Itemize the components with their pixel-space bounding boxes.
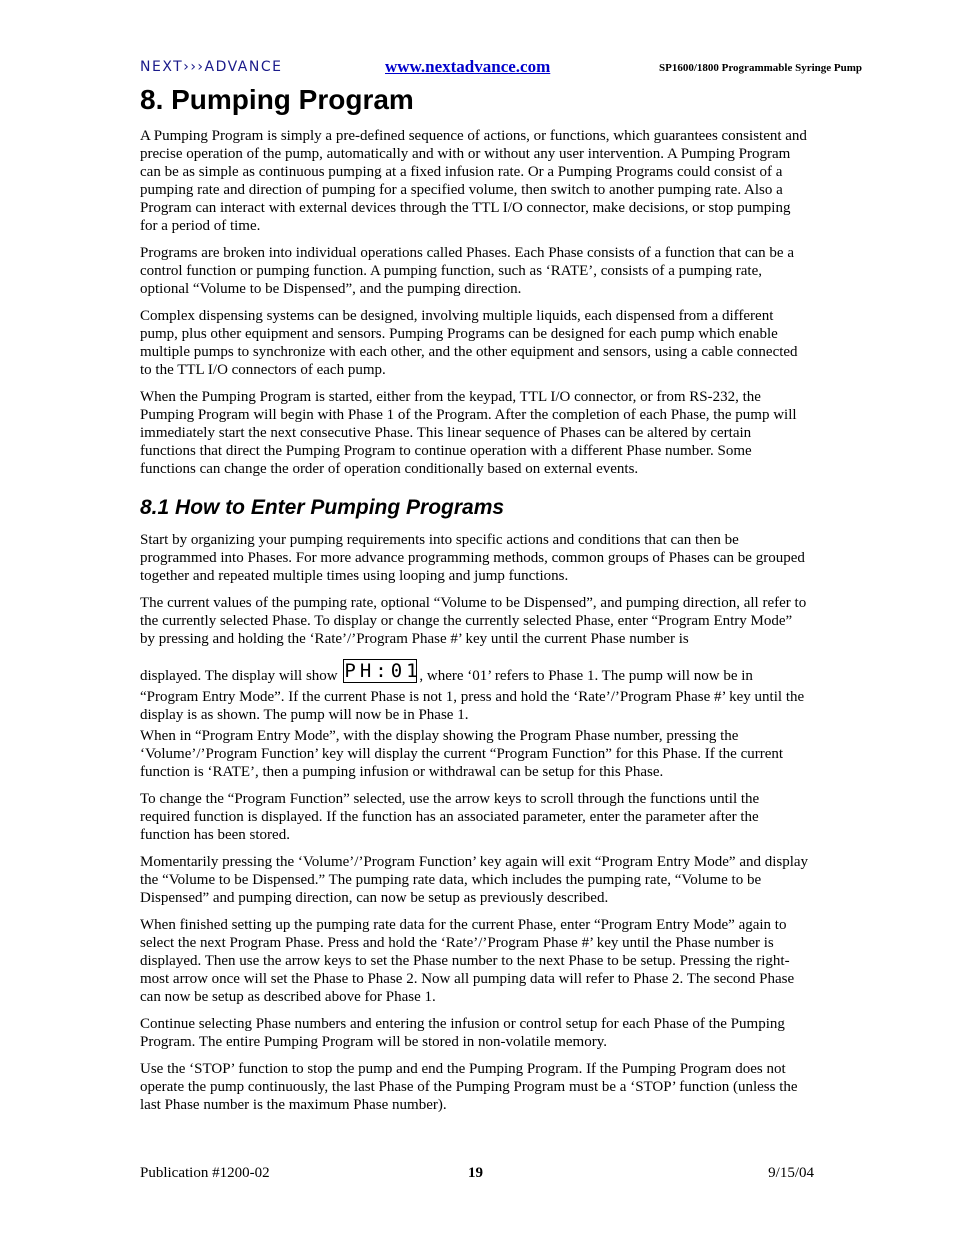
paragraph-text: displayed. The display will show (140, 668, 338, 684)
paragraph: When finished setting up the pumping rate data for the current Phase, enter “Program Entry Mode” again to select the next Program Phase. Press and hold the ‘Rate’/’Program Phase #’ key until the Phase number is displayed. Then use the arrow keys to set the Phase number to the next Phase to be setup. Pressing the right-most arrow once will set the Phase to Phase 2. Now all pumping data will refer to Phase 2. The second Phase can now be setup as described above for Phase 1. (140, 917, 795, 1005)
paragraph: Continue selecting Phase numbers and entering the infusion or control setup for each Phase of the Pumping Program. The entire Pumping Program will be stored in non-volatile memory. (140, 1016, 785, 1050)
section-heading: 8.1 How to Enter Pumping Programs (140, 496, 505, 519)
lcd-display: PH:01 (344, 660, 422, 682)
page-header (140, 58, 862, 80)
paragraph: The current values of the pumping rate, optional “Volume to be Dispensed”, and pumping direction, all refer to the currently selected Phase. To display or change the currently selected Phase, enter “Program Entry Mode” by pressing and holding the ‘Rate’/’Program Phase #’ key until the current Phase number is (140, 595, 807, 647)
page-footer (140, 1165, 814, 1183)
document-title: SP1600/1800 Programmable Syringe Pump (659, 62, 862, 74)
paragraph: When in “Program Entry Mode”, with the display showing the Program Phase number, pressing the ‘Volume’/’Program Function’ key will display the current “Program Function” for this Phase. If the current function is ‘RATE’, then a pumping infusion or withdrawal can be setup for this Phase. (140, 728, 784, 780)
paragraph: Use the ‘STOP’ function to stop the pump and end the Pumping Program. If the Pumping Program does not operate the pump continuously, the last Phase of the Pumping Program must be a ‘STOP’ function (unless the last Phase number is the maximum Phase number). (140, 1061, 798, 1113)
paragraph: When the Pumping Program is started, either from the keypad, TTL I/O connector, or from RS-232, the Pumping Program will begin with Phase 1 of the Program. After the completion of each Phase, the pump will immediately start the next consecutive Phase. This linear sequence of Phases can be altered by certain functions that direct the Pumping Program to continue operation with a different Phase number. Some functions can change the order of operation conditionally based on external events. (140, 389, 797, 477)
publication-number: Publication #1200-02 (140, 1165, 270, 1181)
paragraph: Complex dispensing systems can be designed, involving multiple liquids, each dispensed from a different pump, plus other equipment and sensors. Pumping Programs can be designed for each pump which enable multiple pumps to synchronize with each other, and the other equipment and sensors, using a cable connected to the TTL I/O connectors of each pump. (140, 308, 798, 378)
paragraph: Start by organizing your pumping requirements into specific actions and conditions that can then be programmed into Phases. For more advance programming methods, common groups of Phases can be grouped together and repeated multiple times using looping and jump functions. (140, 532, 805, 584)
paragraph-text: , where ‘01’ refers to Phase 1. The pump will now be in “Program Entry Mode”. If the current Phase is not 1, press and hold the ‘Rate’/’Program Phase #’ key until the display is as shown. The pump will now be in Phase 1. (140, 668, 805, 723)
paragraph: To change the “Program Function” selected, use the arrow keys to scroll through the functions until the required function is displayed. If the function has an associated parameter, enter the parameter after the function has been stored. (140, 791, 760, 843)
paragraph (140, 660, 810, 724)
website-link[interactable]: www.nextadvance.com (385, 57, 551, 76)
company-logo: NEXT›››ADVANCE (140, 59, 283, 75)
page-title: 8. Pumping Program (140, 84, 414, 115)
paragraph: Programs are broken into individual operations called Phases. Each Phase consists of a function that can be a control function or pumping function. A pumping function, such as ‘RATE’, consists of a pumping rate, optional “Volume to be Dispensed”, and the pumping direction. (140, 245, 794, 297)
page-number: 19 (468, 1165, 483, 1181)
publication-date: 9/15/04 (768, 1165, 814, 1181)
paragraph: A Pumping Program is simply a pre-defined sequence of actions, or functions, which guarantees consistent and precise operation of the pump, automatically and with or without any user intervention. A Pumping Program can be as simple as continuous pumping at a fixed infusion rate. Or a Pumping Programs could consist of a pumping rate and direction of pumping for a specified volume, then switch to another pumping rate. Also a Program can interact with external devices through the TTL I/O connector, make decisions, or stop pumping for a period of time. (140, 128, 807, 234)
paragraph: Momentarily pressing the ‘Volume’/’Program Function’ key again will exit “Program Entry Mode” and display the “Volume to be Dispensed.” The pumping rate data, which includes the pumping rate, “Volume to be Dispensed” and pumping direction, can now be setup as previously described. (140, 854, 809, 906)
